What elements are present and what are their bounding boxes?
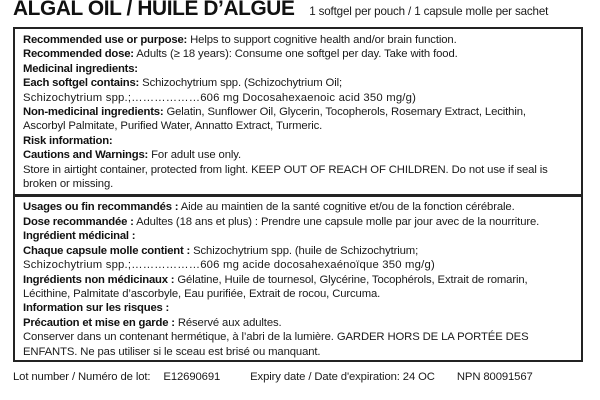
label-footer bbox=[13, 368, 591, 386]
ingredient-medicinal-heading: Ingrédient médicinal : bbox=[23, 230, 136, 243]
ingredient-medicinal-heading-line bbox=[23, 229, 575, 243]
lot-number-label: Lot number / Numéro de lot: bbox=[13, 371, 151, 383]
medicinal-ingredients-heading-line bbox=[23, 62, 575, 76]
product-info-panel bbox=[13, 27, 583, 362]
english-section bbox=[15, 29, 581, 191]
each-softgel-line bbox=[23, 76, 575, 90]
non-medicinal-label: Non-medicinal ingredients: bbox=[23, 106, 164, 119]
ingredients-non-medicinaux-continuation: Lécithine, Palmitate d’ascorbyle, Eau purifiée, Extrait de rocou, Curcuma. bbox=[23, 287, 381, 300]
lot-number-value: E12690691 bbox=[163, 371, 221, 383]
non-medicinal-continuation: Ascorbyl Palmitate, Purified Water, Annatto Extract, Turmeric. bbox=[23, 120, 323, 133]
risk-information-heading: Risk information: bbox=[23, 134, 113, 147]
recommended-dose-label: Recommended dose: bbox=[23, 48, 134, 61]
usages-recommandes-value: Aide au maintien de la santé cognitive et/ou de la fonction cérébrale. bbox=[180, 201, 515, 214]
recommended-use-line bbox=[23, 33, 575, 47]
non-medicinal-value: Gelatin, Sunflower Oil, Glycerin, Tocopherols, Rosemary Extract, Lecithin, bbox=[166, 106, 526, 119]
medicinal-ingredients-heading: Medicinal ingredients: bbox=[23, 62, 138, 75]
dose-recommandee-label: Dose recommandée : bbox=[23, 215, 134, 228]
dose-recommandee-value: Adultes (18 ans et plus) : Prendre une capsule molle par jour avec de la nourriture. bbox=[136, 215, 540, 228]
precaution-mise-en-garde-line bbox=[23, 316, 575, 330]
ingredients-non-medicinaux-label: Ingrédients non médicinaux : bbox=[23, 273, 175, 286]
expiry-date-label: Expiry date / Date d'expiration: bbox=[250, 371, 400, 383]
precaution-mise-en-garde-value: Réservé aux adultes. bbox=[177, 316, 282, 329]
recommended-dose-line bbox=[23, 47, 575, 61]
expiry-date-value: 24 OC bbox=[402, 371, 435, 383]
usages-recommandes-line bbox=[23, 200, 575, 214]
ingredients-non-medicinaux-line bbox=[23, 273, 575, 287]
label-header bbox=[13, 0, 591, 22]
recommended-use-value: Helps to support cognitive health and/or brain function. bbox=[190, 34, 457, 46]
chaque-capsule-continuation: Schizochytrium spp.;………………606 mg acide docosahexaénoïque 350 mg/g) bbox=[23, 259, 435, 272]
each-softgel-value: Schizochytrium spp. (Schizochytrium Oil; bbox=[142, 77, 343, 90]
storage-line-2: broken or missing. bbox=[23, 178, 114, 191]
each-softgel-continuation: Schizochytrium spp.;………………606 mg Docosahexaenoic acid 350 mg/g) bbox=[23, 91, 417, 104]
product-subtitle: 1 softgel per pouch / 1 capsule molle per sachet bbox=[309, 5, 549, 18]
chaque-capsule-value: Schizochytrium spp. (huile de Schizochytrium; bbox=[193, 244, 419, 257]
precaution-mise-en-garde-label: Précaution et mise en garde : bbox=[23, 316, 175, 329]
ingredients-non-medicinaux-value: Gélatine, Huile de tournesol, Glycérine, Tocophérols, Extrait de romarin, bbox=[177, 273, 528, 286]
recommended-use-label: Recommended use or purpose: bbox=[23, 34, 188, 46]
storage-line-1: Store in airtight container, protected from light. KEEP OUT OF REACH OF CHILDREN. Do not use if seal is bbox=[23, 163, 548, 176]
cautions-warnings-label: Cautions and Warnings: bbox=[23, 149, 149, 162]
cautions-warnings-value: For adult use only. bbox=[151, 149, 241, 162]
cautions-warnings-line bbox=[23, 148, 575, 162]
usages-recommandes-label: Usages ou fin recommandés : bbox=[23, 201, 179, 214]
npn-number: NPN 80091567 bbox=[456, 371, 533, 383]
conservation-line-2: ENFANTS. Ne pas utiliser si le sceau est brisé ou manquant. bbox=[23, 345, 321, 358]
chaque-capsule-label: Chaque capsule molle contient : bbox=[23, 244, 191, 257]
dose-recommandee-line bbox=[23, 215, 575, 229]
page-title: ALGAL OIL / HUILE D’ALGUE bbox=[13, 0, 295, 20]
chaque-capsule-line bbox=[23, 244, 575, 258]
recommended-dose-value: Adults (≥ 18 years): Consume one softgel per day. Take with food. bbox=[136, 48, 458, 61]
information-risques-heading-line bbox=[23, 301, 575, 315]
french-section bbox=[15, 197, 581, 358]
risk-information-heading-line bbox=[23, 134, 575, 148]
conservation-line-1: Conserver dans un contenant hermétique, à l’abri de la lumière. GARDER HORS DE LA PORTÉE DES bbox=[23, 331, 529, 344]
non-medicinal-line bbox=[23, 105, 575, 119]
each-softgel-label: Each softgel contains: bbox=[23, 77, 140, 90]
information-risques-heading: Information sur les risques : bbox=[23, 302, 170, 315]
